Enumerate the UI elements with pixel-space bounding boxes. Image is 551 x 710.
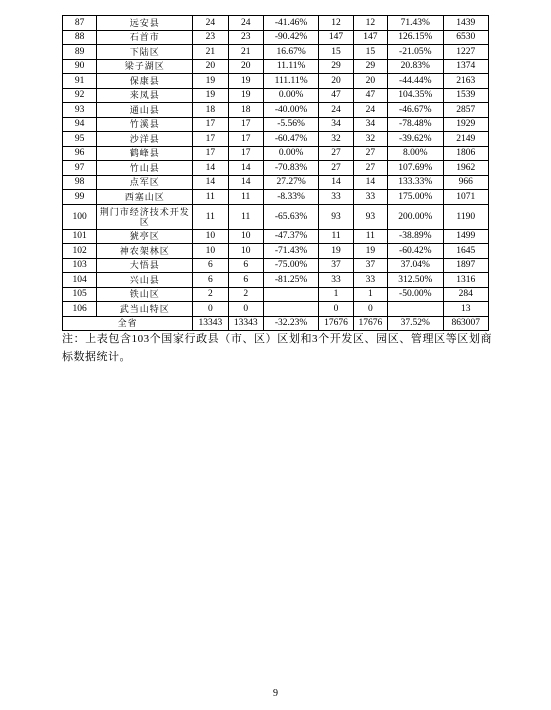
rate-b-cell: 8.00% (388, 146, 444, 161)
count-a-cell: 6 (193, 273, 228, 288)
table-row (63, 287, 489, 302)
count-a-cell: 19 (193, 74, 228, 89)
count-b-cell: 14 (228, 175, 263, 190)
row-number-cell: 89 (63, 45, 97, 60)
rate-b-cell: 126.15% (388, 30, 444, 45)
rate-a-cell: -71.43% (263, 244, 319, 259)
count-a-cell: 18 (193, 103, 228, 118)
rate-a-cell: 111.11% (263, 74, 319, 89)
count-a-cell: 17 (193, 117, 228, 132)
rate-a-cell: -90.42% (263, 30, 319, 45)
table-row (63, 175, 489, 190)
row-number-cell: 104 (63, 273, 97, 288)
region-name-cell: 竹山县 (97, 161, 193, 176)
count-c-cell: 24 (319, 103, 353, 118)
rate-a-cell: -41.46% (263, 16, 319, 31)
rate-b-cell: 175.00% (388, 190, 444, 205)
row-number-cell: 100 (63, 204, 97, 229)
count-d-cell: 20 (353, 74, 387, 89)
count-c-cell: 0 (319, 302, 353, 317)
rate-a-cell: 11.11% (263, 59, 319, 74)
total-count-cell: 1499 (443, 229, 488, 244)
table-row (63, 88, 489, 103)
count-c-cell: 37 (319, 258, 353, 273)
region-name-cell: 大悟县 (97, 258, 193, 273)
count-d-cell: 12 (353, 16, 387, 31)
count-c-cell: 20 (319, 74, 353, 89)
region-name-cell: 下陆区 (97, 45, 193, 60)
region-name-cell: 西塞山区 (97, 190, 193, 205)
count-c-cell: 32 (319, 132, 353, 147)
count-b-cell: 10 (228, 244, 263, 259)
count-d-cell: 15 (353, 45, 387, 60)
count-c-cell: 12 (319, 16, 353, 31)
count-a-cell: 6 (193, 258, 228, 273)
region-name-cell: 神农架林区 (97, 244, 193, 259)
count-d-cell: 24 (353, 103, 387, 118)
trademark-statistics-table (62, 15, 489, 331)
count-c-cell: 34 (319, 117, 353, 132)
count-b-cell: 10 (228, 229, 263, 244)
table-row (63, 204, 489, 229)
table-row (63, 59, 489, 74)
rate-b-cell: -39.62% (388, 132, 444, 147)
row-number-cell: 105 (63, 287, 97, 302)
rate-b-cell: -60.42% (388, 244, 444, 259)
rate-b-cell: 312.50% (388, 273, 444, 288)
total-count-d-cell: 17676 (353, 316, 387, 331)
rate-a-cell: 27.27% (263, 175, 319, 190)
count-a-cell: 10 (193, 229, 228, 244)
table-total-row (63, 316, 489, 331)
total-count-cell: 2857 (443, 103, 488, 118)
count-c-cell: 27 (319, 146, 353, 161)
table-row (63, 74, 489, 89)
count-b-cell: 17 (228, 117, 263, 132)
rate-a-cell: -40.00% (263, 103, 319, 118)
count-d-cell: 33 (353, 190, 387, 205)
count-b-cell: 20 (228, 59, 263, 74)
row-number-cell: 93 (63, 103, 97, 118)
row-number-cell: 97 (63, 161, 97, 176)
total-count-cell: 1316 (443, 273, 488, 288)
count-d-cell: 93 (353, 204, 387, 229)
rate-b-cell: -50.00% (388, 287, 444, 302)
total-count-c-cell: 17676 (319, 316, 353, 331)
row-number-cell: 106 (63, 302, 97, 317)
total-count-cell: 2163 (443, 74, 488, 89)
row-number-cell: 98 (63, 175, 97, 190)
total-count-b-cell: 13343 (228, 316, 263, 331)
count-b-cell: 2 (228, 287, 263, 302)
count-b-cell: 19 (228, 88, 263, 103)
total-count-cell: 1071 (443, 190, 488, 205)
count-a-cell: 14 (193, 175, 228, 190)
row-number-cell: 95 (63, 132, 97, 147)
table-row (63, 229, 489, 244)
count-c-cell: 27 (319, 161, 353, 176)
count-a-cell: 24 (193, 16, 228, 31)
count-c-cell: 14 (319, 175, 353, 190)
row-number-cell: 92 (63, 88, 97, 103)
count-c-cell: 47 (319, 88, 353, 103)
count-b-cell: 11 (228, 190, 263, 205)
total-label-cell: 全省 (63, 316, 193, 331)
region-name-cell: 沙洋县 (97, 132, 193, 147)
region-name-cell: 武当山特区 (97, 302, 193, 317)
count-b-cell: 14 (228, 161, 263, 176)
count-d-cell: 32 (353, 132, 387, 147)
table-row (63, 146, 489, 161)
region-name-cell: 竹溪县 (97, 117, 193, 132)
region-name-cell: 荆门市经济技术开发区 (97, 204, 193, 229)
rate-b-cell: -21.05% (388, 45, 444, 60)
rate-b-cell: -38.89% (388, 229, 444, 244)
rate-a-cell (263, 302, 319, 317)
total-count-cell: 284 (443, 287, 488, 302)
count-d-cell: 29 (353, 59, 387, 74)
count-a-cell: 10 (193, 244, 228, 259)
region-name-cell: 点军区 (97, 175, 193, 190)
count-a-cell: 0 (193, 302, 228, 317)
rate-a-cell: 0.00% (263, 88, 319, 103)
table-row (63, 117, 489, 132)
rate-b-cell: 104.35% (388, 88, 444, 103)
total-total-count-cell: 863007 (443, 316, 488, 331)
total-count-cell: 1539 (443, 88, 488, 103)
count-a-cell: 14 (193, 161, 228, 176)
count-c-cell: 1 (319, 287, 353, 302)
region-name-cell: 猇亭区 (97, 229, 193, 244)
count-c-cell: 19 (319, 244, 353, 259)
count-b-cell: 19 (228, 74, 263, 89)
count-b-cell: 6 (228, 273, 263, 288)
rate-b-cell: 107.69% (388, 161, 444, 176)
table-row (63, 273, 489, 288)
table-row (63, 244, 489, 259)
total-count-cell: 6530 (443, 30, 488, 45)
page-number: 9 (273, 688, 278, 699)
count-d-cell: 147 (353, 30, 387, 45)
count-b-cell: 18 (228, 103, 263, 118)
count-c-cell: 11 (319, 229, 353, 244)
count-b-cell: 6 (228, 258, 263, 273)
table-footnote: 注：上表包含103个国家行政县（市、区）区划和3个开发区、园区、管理区等区划商标数据统计。 (62, 333, 492, 363)
rate-a-cell: -70.83% (263, 161, 319, 176)
total-count-a-cell: 13343 (193, 316, 228, 331)
row-number-cell: 90 (63, 59, 97, 74)
count-d-cell: 47 (353, 88, 387, 103)
rate-b-cell: -78.48% (388, 117, 444, 132)
rate-a-cell: 0.00% (263, 146, 319, 161)
count-d-cell: 0 (353, 302, 387, 317)
count-d-cell: 14 (353, 175, 387, 190)
rate-a-cell: -81.25% (263, 273, 319, 288)
count-a-cell: 11 (193, 204, 228, 229)
count-a-cell: 17 (193, 146, 228, 161)
region-name-cell: 铁山区 (97, 287, 193, 302)
rate-b-cell: -46.67% (388, 103, 444, 118)
rate-b-cell: -44.44% (388, 74, 444, 89)
rate-a-cell: -8.33% (263, 190, 319, 205)
count-d-cell: 33 (353, 273, 387, 288)
total-count-cell: 966 (443, 175, 488, 190)
rate-a-cell: -5.56% (263, 117, 319, 132)
count-d-cell: 19 (353, 244, 387, 259)
rate-a-cell: 16.67% (263, 45, 319, 60)
count-a-cell: 21 (193, 45, 228, 60)
rate-a-cell (263, 287, 319, 302)
count-b-cell: 11 (228, 204, 263, 229)
table-row (63, 132, 489, 147)
count-c-cell: 93 (319, 204, 353, 229)
total-rate-a-cell: -32.23% (263, 316, 319, 331)
total-count-cell: 1929 (443, 117, 488, 132)
count-a-cell: 23 (193, 30, 228, 45)
table-row (63, 16, 489, 31)
count-c-cell: 33 (319, 273, 353, 288)
total-count-cell: 1374 (443, 59, 488, 74)
table-body (63, 16, 489, 331)
rate-a-cell: -60.47% (263, 132, 319, 147)
region-name-cell: 石首市 (97, 30, 193, 45)
row-number-cell: 91 (63, 74, 97, 89)
table-row (63, 161, 489, 176)
total-count-cell: 13 (443, 302, 488, 317)
count-c-cell: 29 (319, 59, 353, 74)
count-b-cell: 24 (228, 16, 263, 31)
region-name-cell: 保康县 (97, 74, 193, 89)
count-d-cell: 27 (353, 146, 387, 161)
rate-b-cell: 20.83% (388, 59, 444, 74)
total-count-cell: 2149 (443, 132, 488, 147)
table-row (63, 30, 489, 45)
row-number-cell: 88 (63, 30, 97, 45)
region-name-cell: 来凤县 (97, 88, 193, 103)
table-row (63, 103, 489, 118)
count-d-cell: 27 (353, 161, 387, 176)
rate-b-cell: 200.00% (388, 204, 444, 229)
total-count-cell: 1962 (443, 161, 488, 176)
table-row (63, 302, 489, 317)
total-count-cell: 1439 (443, 16, 488, 31)
table-row (63, 258, 489, 273)
rate-a-cell: -65.63% (263, 204, 319, 229)
count-a-cell: 20 (193, 59, 228, 74)
count-d-cell: 1 (353, 287, 387, 302)
row-number-cell: 101 (63, 229, 97, 244)
count-d-cell: 37 (353, 258, 387, 273)
rate-b-cell: 71.43% (388, 16, 444, 31)
count-a-cell: 17 (193, 132, 228, 147)
total-count-cell: 1190 (443, 204, 488, 229)
total-count-cell: 1645 (443, 244, 488, 259)
row-number-cell: 103 (63, 258, 97, 273)
count-b-cell: 23 (228, 30, 263, 45)
count-b-cell: 17 (228, 132, 263, 147)
row-number-cell: 96 (63, 146, 97, 161)
region-name-cell: 通山县 (97, 103, 193, 118)
count-c-cell: 15 (319, 45, 353, 60)
row-number-cell: 87 (63, 16, 97, 31)
row-number-cell: 99 (63, 190, 97, 205)
count-a-cell: 2 (193, 287, 228, 302)
count-b-cell: 21 (228, 45, 263, 60)
row-number-cell: 102 (63, 244, 97, 259)
rate-b-cell (388, 302, 444, 317)
count-b-cell: 17 (228, 146, 263, 161)
rate-a-cell: -75.00% (263, 258, 319, 273)
total-rate-b-cell: 37.52% (388, 316, 444, 331)
count-c-cell: 147 (319, 30, 353, 45)
count-d-cell: 11 (353, 229, 387, 244)
table-row (63, 190, 489, 205)
total-count-cell: 1806 (443, 146, 488, 161)
total-count-cell: 1897 (443, 258, 488, 273)
total-count-cell: 1227 (443, 45, 488, 60)
table-row (63, 45, 489, 60)
region-name-cell: 远安县 (97, 16, 193, 31)
rate-a-cell: -47.37% (263, 229, 319, 244)
rate-b-cell: 133.33% (388, 175, 444, 190)
count-d-cell: 34 (353, 117, 387, 132)
count-a-cell: 19 (193, 88, 228, 103)
count-b-cell: 0 (228, 302, 263, 317)
region-name-cell: 梁子湖区 (97, 59, 193, 74)
count-c-cell: 33 (319, 190, 353, 205)
count-a-cell: 11 (193, 190, 228, 205)
row-number-cell: 94 (63, 117, 97, 132)
region-name-cell: 兴山县 (97, 273, 193, 288)
region-name-cell: 鹤峰县 (97, 146, 193, 161)
rate-b-cell: 37.04% (388, 258, 444, 273)
